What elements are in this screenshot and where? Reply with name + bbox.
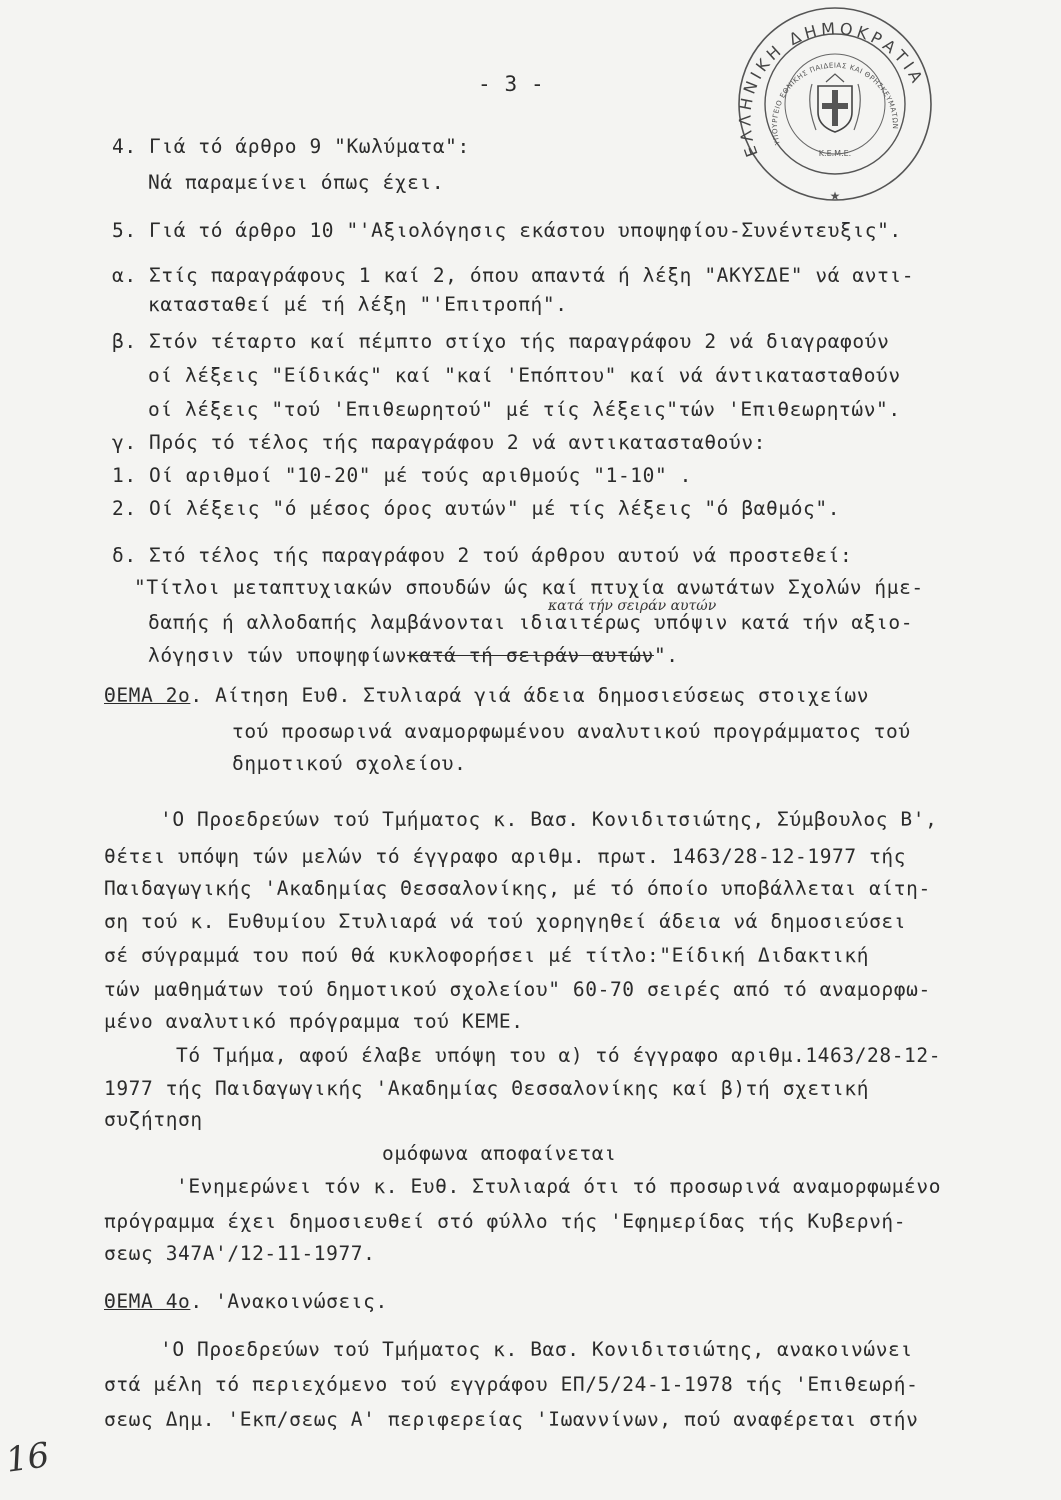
thema-4-label: ΘΕΜΑ 4ο — [104, 1290, 191, 1313]
item-c: γ. Πρός τό τέλος τής παραγράφου 2 νά αντικατασταθούν: — [112, 431, 767, 454]
seal-star-icon: ★ — [829, 189, 841, 203]
item-c-2: 2. Οί λέξεις "ό μέσος όρος αυτών" μέ τίς λέξεις "ό βαθμός". — [112, 497, 841, 520]
seal-bottom-text: Κ.Ε.Μ.Ε. — [818, 149, 852, 158]
para-4-line-3: σεως Δημ. 'Εκπ/σεως Α' περιφερείας 'Ιωαννίνων, πού αναφέρεται στήν — [104, 1408, 919, 1431]
para-1-line-3: Παιδαγωγικής 'Ακαδημίας Θεσσαλονίκης, μέ τό όποίο υποβάλλεται αίτη- — [104, 877, 931, 900]
para-2-line-3: συζήτηση — [104, 1108, 203, 1131]
seal-outer-text: ΕΛΛΗΝΙΚΗ ΔΗΜΟΚΡΑΤΙΑ — [735, 18, 929, 160]
handwritten-insert: κατά τήν σειράν αυτών — [548, 598, 717, 614]
thema-2-heading — [104, 684, 869, 708]
seal-inner-text: ΥΠΟΥΡΓΕΙΟ ΕΘΝΙΚΗΣ ΠΑΙΔΕΙΑΣ ΚΑΙ ΘΡΗΣΚΕΥΜΑΤΩΝ — [770, 61, 900, 146]
para-2-line-2: 1977 τής Παιδαγωγικής 'Ακαδημίας Θεσσαλονίκης καί β)τή σχετική — [104, 1077, 870, 1100]
item-d: δ. Στό τέλος τής παραγράφου 2 τού άρθρου αυτού νά προστεθεί: — [112, 544, 853, 567]
para-4-line-1: 'Ο Προεδρεύων τού Τμήματος κ. Βασ. Κονιδιτσιώτης, ανακοινώνει — [160, 1338, 913, 1361]
item-4: 4. Γιά τό άρθρο 9 "Κωλύματα": — [112, 135, 470, 158]
para-1-line-1: 'Ο Προεδρεύων τού Τμήματος κ. Βασ. Κονιδιτσιώτης, Σύμβουλος Β', — [160, 808, 938, 831]
para-1-line-7: μένο αναλυτικό πρόγραμμα τού ΚΕΜΕ. — [104, 1010, 524, 1033]
item-a-line-1: α. Στίς παραγράφους 1 καί 2, όπου απαντά ή λέξη "ΑΚΥΣΔΕ" νά αντι- — [112, 264, 915, 287]
item-a-line-2: κατασταθεί μέ τή λέξη "'Επιτροπή". — [148, 293, 568, 316]
para-3-line-3: σεως 347Α'/12-11-1977. — [104, 1242, 376, 1265]
item-d-quote-1: "Τίτλοι μεταπτυχιακών σπουδών ώς καί πτυχία ανωτάτων Σχολών ήμε- — [134, 576, 924, 599]
struck-text: κατά τή σειράν αυτών — [407, 644, 654, 667]
para-3-line-2: πρόγραμμα έχει δημοσιευθεί στό φύλλο τής 'Εφημερίδας τής Κυβερνή- — [104, 1210, 907, 1233]
item-b-line-2: οί λέξεις "Είδικάς" καί "καί 'Επόπτου" καί νά άντικατασταθούν — [148, 364, 901, 387]
item-4-text: Νά παραμείνει όπως έχει. — [148, 171, 445, 194]
thema-2-title: . Αίτηση Ευθ. Στυλιαρά γιά άδεια δημοσιεύσεως στοιχείων — [190, 684, 870, 707]
para-1-line-6: τών μαθημάτων τού δημοτικού σχολείου" 60-70 σειρές από τό αναμορφω- — [104, 978, 931, 1001]
thema-2-label: ΘΕΜΑ 2ο — [104, 684, 191, 707]
item-d-quote-3 — [148, 644, 679, 668]
item-b-line-3: οί λέξεις "τού 'Επιθεωρητού" μέ τίς λέξεις"τών 'Επιθεωρητών". — [148, 398, 901, 421]
item-d-quote-2: δαπής ή αλλοδαπής λαμβάνονται ιδιαιτέρως υπόψιν κατά τήν αξιο- — [148, 611, 914, 634]
para-1-line-2: θέτει υπόψη τών μελών τό έγγραφο αριθμ. πρωτ. 1463/28-12-1977 τής — [104, 845, 907, 868]
thema-4-heading — [104, 1290, 388, 1314]
decision-heading: ομόφωνα αποφαίνεται — [382, 1142, 617, 1165]
quote-3-end: ". — [653, 644, 679, 667]
para-4-line-2: στά μέλη τό περιεχόμενο τού εγγράφου ΕΠ/5/24-1-1978 τής 'Επιθεωρή- — [104, 1373, 919, 1396]
thema-2-title-2: τού προσωρινά αναμορφωμένου αναλυτικού προγράμματος τού — [232, 720, 911, 743]
para-3-line-1: 'Ενημερώνει τόν κ. Ευθ. Στυλιαρά ότι τό προσωρινά αναμορφωμένο — [176, 1175, 942, 1198]
para-1-line-4: ση τού κ. Ευθυμίου Στυλιαρά νά τού χορηγηθεί άδεια νά δημοσιεύσει — [104, 910, 907, 933]
coat-of-arms-icon — [810, 74, 861, 132]
thema-4-title: . 'Ανακοινώσεις. — [190, 1290, 388, 1313]
para-1-line-5: σέ σύγραμμά του πού θά κυκλοφορήσει μέ τίτλο:"Είδική Διδακτική — [104, 944, 870, 967]
thema-2-title-3: δημοτικού σχολείου. — [232, 752, 467, 775]
item-b-line-1: β. Στόν τέταρτο καί πέμπτο στίχο τής παραγράφου 2 νά διαγραφούν — [112, 330, 890, 353]
item-5: 5. Γιά τό άρθρο 10 "'Αξιολόγησις εκάστου υποψηφίου-Συνέντευξις". — [112, 219, 902, 242]
page-number: - 3 - — [478, 72, 545, 96]
official-seal-stamp — [718, 4, 948, 204]
item-c-1: 1. Οί αριθμοί "10-20" μέ τούς αριθμούς "1-10" . — [112, 464, 692, 487]
para-2-line-1: Τό Τμήμα, αφού έλαβε υπόψη του α) τό έγγραφο αριθμ.1463/28-12- — [176, 1044, 942, 1067]
quote-3-text: λόγησιν τών υποψηφίων — [148, 644, 408, 667]
handwritten-margin-mark: 16 — [3, 1435, 52, 1481]
